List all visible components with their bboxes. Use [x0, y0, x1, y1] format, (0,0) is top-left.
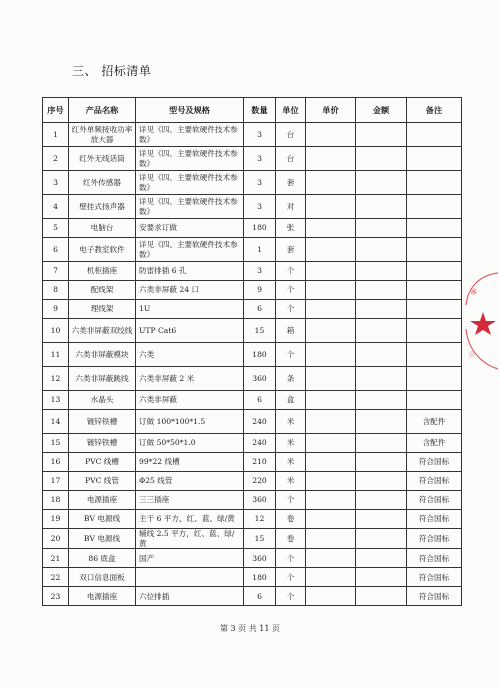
- cell-remarks: 符合国标: [407, 587, 462, 606]
- table-row: [43, 434, 462, 453]
- cell-index: 5: [43, 219, 69, 238]
- cell-index: 13: [43, 391, 69, 410]
- cell-index: 16: [43, 453, 69, 472]
- cell-unit-price: [306, 262, 356, 281]
- cell-product-name: 红外无线话筒: [69, 147, 136, 171]
- cell-quantity: 240: [244, 434, 276, 453]
- cell-amount: [356, 319, 407, 343]
- table-row: [43, 491, 462, 510]
- cell-product-name: 六类非屏蔽模块: [69, 343, 136, 367]
- cell-unit: 条: [276, 367, 306, 391]
- cell-index: 10: [43, 319, 69, 343]
- cell-quantity: 3: [244, 171, 276, 195]
- cell-index: 14: [43, 410, 69, 434]
- cell-index: 1: [43, 123, 69, 147]
- cell-amount: [356, 262, 407, 281]
- cell-unit-price: [306, 123, 356, 147]
- cell-quantity: 3: [244, 123, 276, 147]
- cell-index: 8: [43, 281, 69, 300]
- cell-model-spec: 六位排插: [136, 587, 244, 606]
- cell-product-name: 机柜插座: [69, 262, 136, 281]
- cell-quantity: 360: [244, 549, 276, 568]
- cell-unit-price: [306, 367, 356, 391]
- cell-unit-price: [306, 300, 356, 319]
- cell-amount: [356, 343, 407, 367]
- cell-unit: 米: [276, 410, 306, 434]
- table-header-row: [43, 98, 462, 123]
- cell-unit-price: [306, 147, 356, 171]
- header-unit: 单位: [276, 98, 306, 123]
- cell-index: 12: [43, 367, 69, 391]
- cell-amount: [356, 147, 407, 171]
- table-row: [43, 171, 462, 195]
- cell-quantity: 1: [244, 238, 276, 262]
- cell-model-spec: 详见《四、主要软硬件技术参数》: [136, 195, 244, 219]
- cell-product-name: 86 底盒: [69, 549, 136, 568]
- cell-unit: 个: [276, 300, 306, 319]
- cell-index: 4: [43, 195, 69, 219]
- table-row: [43, 391, 462, 410]
- cell-remarks: 符合国标: [407, 529, 462, 549]
- cell-unit: 个: [276, 491, 306, 510]
- bid-list-table: [42, 97, 462, 606]
- cell-index: 9: [43, 300, 69, 319]
- cell-index: 23: [43, 587, 69, 606]
- cell-product-name: 水晶头: [69, 391, 136, 410]
- cell-unit: 箱: [276, 319, 306, 343]
- header-remarks: 备注: [407, 98, 462, 123]
- cell-amount: [356, 410, 407, 434]
- cell-amount: [356, 219, 407, 238]
- cell-quantity: 6: [244, 300, 276, 319]
- cell-index: 15: [43, 434, 69, 453]
- cell-amount: [356, 195, 407, 219]
- cell-unit: 套: [276, 238, 306, 262]
- cell-quantity: 3: [244, 262, 276, 281]
- cell-product-name: 红外传感器: [69, 171, 136, 195]
- cell-quantity: 180: [244, 219, 276, 238]
- table-row: [43, 453, 462, 472]
- cell-product-name: 电子教室软件: [69, 238, 136, 262]
- cell-unit: 台: [276, 147, 306, 171]
- table-row: [43, 410, 462, 434]
- cell-amount: [356, 453, 407, 472]
- table-row: [43, 238, 462, 262]
- cell-amount: [356, 529, 407, 549]
- cell-product-name: 镀锌铁槽: [69, 410, 136, 434]
- cell-unit: 台: [276, 123, 306, 147]
- cell-product-name: 壁挂式扬声器: [69, 195, 136, 219]
- cell-product-name: 六类非屏蔽双绞线: [69, 319, 136, 343]
- cell-remarks: [407, 195, 462, 219]
- cell-unit: 米: [276, 472, 306, 491]
- cell-amount: [356, 123, 407, 147]
- red-seal-stamp: [450, 265, 500, 375]
- cell-amount: [356, 171, 407, 195]
- cell-unit-price: [306, 410, 356, 434]
- cell-quantity: 360: [244, 491, 276, 510]
- cell-unit-price: [306, 319, 356, 343]
- cell-model-spec: Φ25 线管: [136, 472, 244, 491]
- cell-remarks: 符合国标: [407, 453, 462, 472]
- cell-unit-price: [306, 238, 356, 262]
- cell-quantity: 6: [244, 587, 276, 606]
- cell-unit: 对: [276, 195, 306, 219]
- cell-model-spec: 详见《四、主要软硬件技术参数》: [136, 238, 244, 262]
- cell-quantity: 12: [244, 510, 276, 529]
- table-row: [43, 281, 462, 300]
- cell-remarks: 符合国标: [407, 491, 462, 510]
- cell-amount: [356, 238, 407, 262]
- cell-model-spec: 1U: [136, 300, 244, 319]
- cell-model-spec: 订做 50*50*1.0: [136, 434, 244, 453]
- cell-index: 2: [43, 147, 69, 171]
- cell-unit-price: [306, 219, 356, 238]
- cell-amount: [356, 491, 407, 510]
- header-unit-price: 单价: [306, 98, 356, 123]
- cell-amount: [356, 472, 407, 491]
- cell-remarks: [407, 219, 462, 238]
- cell-remarks: 符合国标: [407, 568, 462, 587]
- cell-amount: [356, 510, 407, 529]
- cell-unit: 个: [276, 262, 306, 281]
- table-row: [43, 568, 462, 587]
- cell-remarks: 符合国标: [407, 549, 462, 568]
- cell-quantity: 180: [244, 568, 276, 587]
- cell-model-spec: 六类非屏蔽 2 米: [136, 367, 244, 391]
- cell-remarks: 含配件: [407, 410, 462, 434]
- cell-remarks: [407, 391, 462, 410]
- cell-unit: 卷: [276, 529, 306, 549]
- cell-amount: [356, 549, 407, 568]
- cell-product-name: PVC 线管: [69, 472, 136, 491]
- page-footer: 第 3 页 共 11 页: [220, 624, 280, 633]
- cell-product-name: BV 电源线: [69, 529, 136, 549]
- header-amount: 金额: [356, 98, 407, 123]
- table-row: [43, 529, 462, 549]
- cell-model-spec: [136, 568, 244, 587]
- table-row: [43, 219, 462, 238]
- table-row: [43, 123, 462, 147]
- table-row: [43, 472, 462, 491]
- cell-unit: 个: [276, 568, 306, 587]
- cell-index: 6: [43, 238, 69, 262]
- cell-product-name: 双口信息面板: [69, 568, 136, 587]
- section-title: 三、 招标清单: [72, 64, 152, 78]
- cell-index: 21: [43, 549, 69, 568]
- cell-quantity: 15: [244, 319, 276, 343]
- cell-remarks: 符合国标: [407, 510, 462, 529]
- cell-unit-price: [306, 529, 356, 549]
- cell-model-spec: 辅线 2.5 平方，红、蓝、绿/黄: [136, 529, 244, 549]
- svg-text:※: ※: [470, 288, 478, 298]
- header-index: 序号: [43, 98, 69, 123]
- cell-model-spec: 安要求订做: [136, 219, 244, 238]
- cell-unit: 盒: [276, 391, 306, 410]
- cell-unit-price: [306, 195, 356, 219]
- table-row: [43, 195, 462, 219]
- cell-product-name: 镀锌铁槽: [69, 434, 136, 453]
- cell-model-spec: 三三插座: [136, 491, 244, 510]
- table-row: [43, 587, 462, 606]
- cell-unit-price: [306, 568, 356, 587]
- cell-unit-price: [306, 434, 356, 453]
- header-product-name: 产品名称: [69, 98, 136, 123]
- cell-unit: 套: [276, 171, 306, 195]
- cell-quantity: 240: [244, 410, 276, 434]
- cell-unit: 米: [276, 434, 306, 453]
- cell-unit-price: [306, 171, 356, 195]
- table-row: [43, 510, 462, 529]
- cell-amount: [356, 568, 407, 587]
- cell-product-name: 六类非屏蔽跳线: [69, 367, 136, 391]
- cell-amount: [356, 434, 407, 453]
- cell-model-spec: 六类非屏蔽: [136, 391, 244, 410]
- cell-model-spec: 主干 6 平方，红、蓝、绿/黄: [136, 510, 244, 529]
- cell-quantity: 3: [244, 195, 276, 219]
- table-row: [43, 319, 462, 343]
- cell-model-spec: 99*22 线槽: [136, 453, 244, 472]
- cell-quantity: 360: [244, 367, 276, 391]
- cell-quantity: 3: [244, 147, 276, 171]
- cell-model-spec: 防雷排插 6 孔: [136, 262, 244, 281]
- cell-amount: [356, 587, 407, 606]
- table-row: [43, 147, 462, 171]
- cell-remarks: 含配件: [407, 434, 462, 453]
- cell-index: 22: [43, 568, 69, 587]
- cell-amount: [356, 367, 407, 391]
- cell-amount: [356, 391, 407, 410]
- table-row: [43, 300, 462, 319]
- cell-model-spec: UTP Cat6: [136, 319, 244, 343]
- cell-remarks: [407, 238, 462, 262]
- cell-remarks: 符合国标: [407, 472, 462, 491]
- header-model-spec: 型号及规格: [136, 98, 244, 123]
- cell-unit-price: [306, 491, 356, 510]
- cell-unit: 个: [276, 587, 306, 606]
- cell-index: 19: [43, 510, 69, 529]
- cell-amount: [356, 300, 407, 319]
- cell-quantity: 9: [244, 281, 276, 300]
- cell-index: 17: [43, 472, 69, 491]
- cell-model-spec: 详见《四、主要软硬件技术参数》: [136, 171, 244, 195]
- header-quantity: 数量: [244, 98, 276, 123]
- cell-remarks: [407, 171, 462, 195]
- cell-product-name: 理线架: [69, 300, 136, 319]
- cell-unit-price: [306, 343, 356, 367]
- cell-remarks: [407, 147, 462, 171]
- cell-product-name: 电脑台: [69, 219, 136, 238]
- cell-unit-price: [306, 472, 356, 491]
- cell-unit: 个: [276, 343, 306, 367]
- cell-product-name: 电源插座: [69, 491, 136, 510]
- cell-unit-price: [306, 587, 356, 606]
- cell-model-spec: 六类非屏蔽 24 口: [136, 281, 244, 300]
- cell-quantity: 15: [244, 529, 276, 549]
- cell-model-spec: 国产: [136, 549, 244, 568]
- cell-quantity: 6: [244, 391, 276, 410]
- cell-index: 20: [43, 529, 69, 549]
- cell-unit-price: [306, 453, 356, 472]
- cell-quantity: 220: [244, 472, 276, 491]
- cell-unit-price: [306, 281, 356, 300]
- cell-unit: 个: [276, 549, 306, 568]
- cell-unit-price: [306, 549, 356, 568]
- cell-quantity: 210: [244, 453, 276, 472]
- table-row: [43, 367, 462, 391]
- cell-index: 3: [43, 171, 69, 195]
- cell-index: 18: [43, 491, 69, 510]
- cell-model-spec: 订做 100*100*1.5: [136, 410, 244, 434]
- cell-model-spec: 详见《四、主要软硬件技术参数》: [136, 123, 244, 147]
- cell-product-name: 红外单频接收功率放大器: [69, 123, 136, 147]
- table-row: [43, 549, 462, 568]
- cell-unit: 卷: [276, 510, 306, 529]
- cell-unit: 米: [276, 453, 306, 472]
- cell-model-spec: 详见《四、主要软硬件技术参数》: [136, 147, 244, 171]
- cell-quantity: 180: [244, 343, 276, 367]
- cell-unit-price: [306, 391, 356, 410]
- svg-text:☆: ☆: [468, 350, 477, 360]
- cell-product-name: 配线架: [69, 281, 136, 300]
- cell-unit: 张: [276, 219, 306, 238]
- cell-amount: [356, 281, 407, 300]
- table-row: [43, 262, 462, 281]
- cell-unit: 个: [276, 281, 306, 300]
- cell-product-name: 电源插座: [69, 587, 136, 606]
- cell-product-name: BV 电源线: [69, 510, 136, 529]
- table-row: [43, 343, 462, 367]
- cell-unit-price: [306, 510, 356, 529]
- cell-model-spec: 六类: [136, 343, 244, 367]
- cell-remarks: [407, 123, 462, 147]
- cell-index: 7: [43, 262, 69, 281]
- cell-index: 11: [43, 343, 69, 367]
- cell-product-name: PVC 线槽: [69, 453, 136, 472]
